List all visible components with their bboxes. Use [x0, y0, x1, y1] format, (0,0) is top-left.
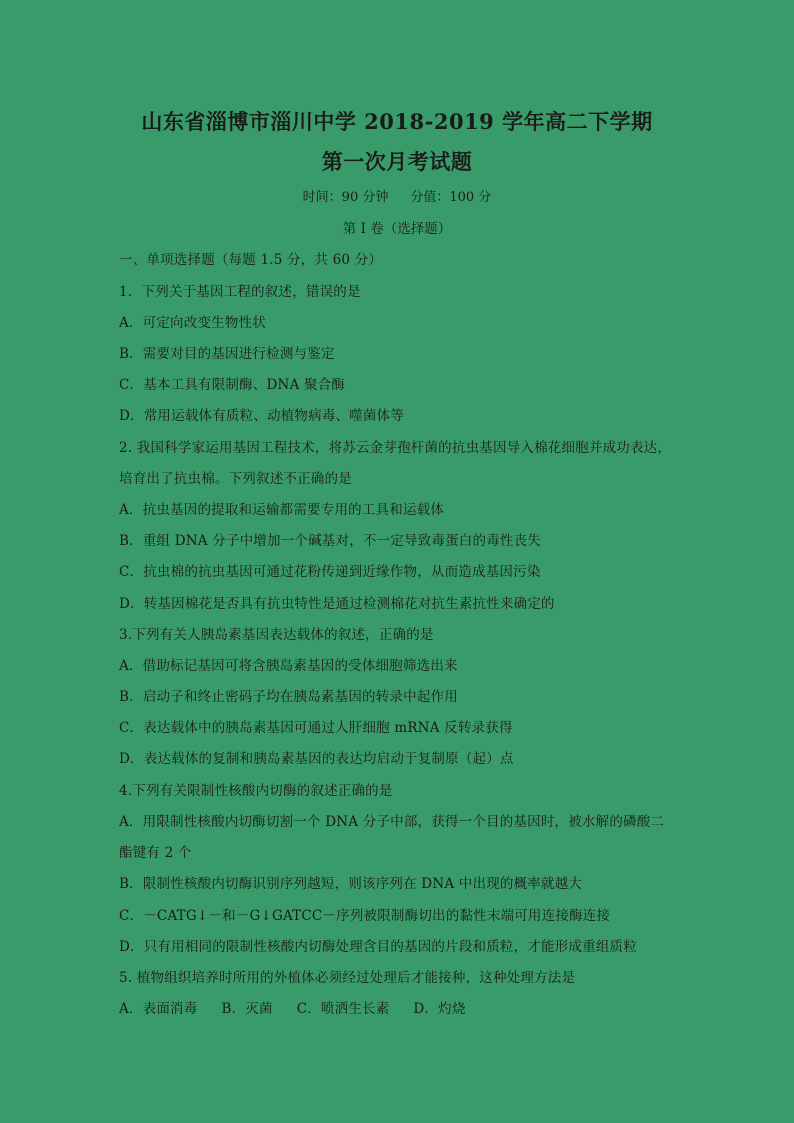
q1-stem: 1．下列关于基因工程的叙述，错误的是 — [119, 284, 361, 300]
q5-option-d: D．灼烧 — [413, 1001, 466, 1017]
q5-options — [119, 997, 689, 1017]
q3-option-a: A．借助标记基因可将含胰岛素基因的受体细胞筛选出来 — [119, 658, 458, 674]
q5-option-c: C．喷洒生长素 — [296, 1001, 390, 1017]
exam-title-line1: 山东省淄博市淄川中学 2018-2019 学年高二下学期 — [141, 109, 653, 134]
q3-option-d: D．表达载体的复制和胰岛素基因的表达均启动于复制原（起）点 — [119, 751, 514, 767]
q5-option-b: B．灭菌 — [221, 1001, 273, 1017]
section-title: 第 I 卷（选择题） — [342, 221, 452, 237]
q2-option-d: D．转基因棉花是否具有抗虫特性是通过检测棉花对抗生素抗性来确定的 — [119, 596, 555, 612]
q3-option-c: C．表达载体中的胰岛素基因可通过人肝细胞 mRNA 反转录获得 — [119, 720, 513, 736]
q4-stem: 4.下列有关限制性核酸内切酶的叙述正确的是 — [119, 783, 393, 799]
q4-option-d: D．只有用相同的限制性核酸内切酶处理含目的基因的片段和质粒，才能形成重组质粒 — [119, 939, 637, 955]
q4-option-c: C．－CATG↓－和－G↓GATCC－序列被限制酶切出的黏性末端可用连接酶连接 — [119, 908, 611, 924]
q4-option-b: B．限制性核酸内切酶识别序列越短，则该序列在 DNA 中出现的概率就越大 — [119, 876, 583, 892]
q2-option-a: A．抗虫基因的提取和运输都需要专用的工具和运载体 — [119, 502, 445, 518]
part-heading: 一、单项选择题（每题 1.5 分，共 60 分） — [119, 252, 383, 268]
q5-stem: 5. 植物组织培养时所用的外植体必须经过处理后才能接种，这种处理方法是 — [119, 970, 576, 986]
q3-option-b: B．启动子和终止密码子均在胰岛素基因的转录中起作用 — [119, 689, 458, 705]
q1-option-a: A．可定向改变生物性状 — [119, 315, 266, 331]
q2-stem-line2: 培育出了抗虫棉。下列叙述不正确的是 — [119, 471, 352, 487]
exam-meta — [0, 186, 794, 205]
exam-title-line2: 第一次月考试题 — [321, 149, 473, 174]
q2-option-b: B．重组 DNA 分子中增加一个碱基对，不一定导致毒蛋白的毒性丧失 — [119, 533, 541, 549]
exam-time: 时间：90 分钟 — [302, 190, 389, 205]
q2-stem-line1: 2. 我国科学家运用基因工程技术，将苏云金芽孢杆菌的抗虫基因导入棉花细胞并成功表达， — [119, 440, 672, 456]
q4-option-a-line1: A．用限制性核酸内切酶切割一个 DNA 分子中部，获得一个目的基因时，被水解的磷酸二 — [119, 814, 665, 830]
q1-option-c: C．基本工具有限制酶、DNA 聚合酶 — [119, 377, 346, 393]
q2-option-c: C．抗虫棉的抗虫基因可通过花粉传递到近缘作物，从而造成基因污染 — [119, 564, 541, 580]
exam-score: 分值：100 分 — [410, 190, 492, 205]
q1-option-d: D．常用运载体有质粒、动植物病毒、噬菌体等 — [119, 408, 405, 424]
q4-option-a-line2: 酯键有 2 个 — [119, 845, 192, 861]
q5-option-a: A．表面消毒 — [119, 1001, 198, 1017]
q3-stem: 3.下列有关人胰岛素基因表达载体的叙述，正确的是 — [119, 627, 434, 643]
q1-option-b: B．需要对目的基因进行检测与鉴定 — [119, 346, 335, 362]
